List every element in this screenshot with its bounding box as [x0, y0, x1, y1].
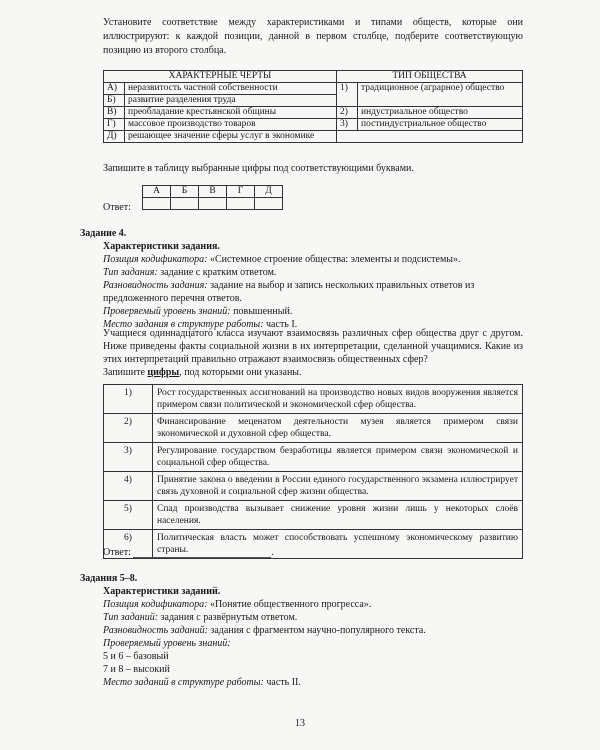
fact-number: 2): [104, 414, 153, 443]
column-header-features: ХАРАКТЕРНЫЕ ЧЕРТЫ: [104, 71, 337, 83]
feature-text: неразвитость частной собственности: [125, 83, 337, 95]
answer-grid-cell[interactable]: [171, 198, 199, 210]
matching-table: [103, 70, 523, 143]
char-title: Характеристики задания.: [103, 241, 220, 252]
empty-cell: [337, 131, 523, 143]
fact-text: Рост государственных ассигнований на производство новых видов вооружения является примером связи политической и экономической сфер общества.: [153, 385, 523, 414]
answer-grid-letter: Д: [255, 186, 283, 198]
answer-period: .: [271, 547, 274, 558]
answer-grid-cell[interactable]: [255, 198, 283, 210]
answer-blank-line[interactable]: [133, 547, 271, 558]
char-variety: Разновидность задания: задание на выбор и запись нескольких правильных ответов из предложенного перечня ответов.: [103, 280, 475, 304]
task-4-question: [103, 327, 523, 379]
fact-number: 3): [104, 443, 153, 472]
answer-label: Ответ:: [103, 547, 131, 558]
feature-letter: В): [104, 107, 125, 119]
question-text: Учащиеся одиннадцатого класса изучают взаимосвязь различных сфер общества друг с другом. Ниже приведены факты социальной жизни в их интерпретации, сделанной учащимися. Какие из этих интерпретаций правильно отражают взаимосвязь общественных сфер?: [103, 328, 523, 365]
feature-letter: Г): [104, 119, 125, 131]
tasks-5-8-title: Задания 5–8.: [80, 573, 138, 584]
fact-number: 5): [104, 501, 153, 530]
task-intro: Установите соответствие между характеристиками и типами обществ, которые они иллюстрируют: к каждой позиции, данной в первом столбце, подберите соответствующую позицию из второго столбца.: [103, 17, 523, 56]
fact-text: Финансирование меценатом деятельности музея является примером связи экономической и духовной сфер общества.: [153, 414, 523, 443]
feature-text: решающее значение сферы услуг в экономике: [125, 131, 337, 143]
fact-text: Регулирование государством безработицы является примером связи экономической и социальной сфер общества.: [153, 443, 523, 472]
answer-label: Ответ:: [103, 202, 131, 213]
answer-grid-cell[interactable]: [199, 198, 227, 210]
type-number: 2): [337, 107, 358, 119]
feature-letter: Б): [104, 95, 125, 107]
answer-grid-cell[interactable]: [143, 198, 171, 210]
page-number: 13: [295, 718, 305, 729]
answer-grid-letter: Б: [171, 186, 199, 198]
answer-line-row: [103, 547, 274, 558]
char-title: Характеристики заданий.: [103, 586, 221, 597]
tasks-5-8-characteristics: [103, 585, 523, 689]
write-digits-instruction: Запишите цифры, под которыми они указаны.: [103, 367, 302, 378]
char-level-basic: 5 и 6 – базовый: [103, 651, 169, 662]
fact-text: Спад производства вызывает снижение уровня жизни лишь у некоторых слоёв населения.: [153, 501, 523, 530]
answer-grid: [142, 185, 283, 210]
feature-letter: Д): [104, 131, 125, 143]
table-row: [104, 443, 523, 472]
char-position: Позиция кодификатора: «Понятие общественного прогресса».: [103, 599, 372, 610]
type-text: индустриальное общество: [358, 107, 523, 119]
facts-table: [103, 384, 523, 559]
char-level-label: Проверяемый уровень знаний:: [103, 638, 231, 649]
char-level-high: 7 и 8 – высокий: [103, 664, 170, 675]
table-row: [104, 414, 523, 443]
type-text: традиционное (аграрное) общество: [358, 83, 523, 107]
char-type: Тип задания: задание с кратким ответом.: [103, 267, 277, 278]
table-row: [104, 501, 523, 530]
feature-text: массовое производство товаров: [125, 119, 337, 131]
type-text: постиндустриальное общество: [358, 119, 523, 131]
answer-grid-cell[interactable]: [227, 198, 255, 210]
table-row: [104, 385, 523, 414]
char-level: Проверяемый уровень знаний: повышенный.: [103, 306, 293, 317]
fact-text: Принятие закона о введении в России единого государственного экзамена иллюстрирует связь духовной и социальной сфер жизни общества.: [153, 472, 523, 501]
task-4-title: Задание 4.: [80, 228, 127, 239]
type-number: 1): [337, 83, 358, 107]
feature-text: развитие разделения труда: [125, 95, 337, 107]
column-header-society-type: ТИП ОБЩЕСТВА: [337, 71, 523, 83]
table-row: [104, 472, 523, 501]
char-position: Позиция кодификатора: «Системное строение общества: элементы и подсистемы».: [103, 254, 461, 265]
write-instruction: Запишите в таблицу выбранные цифры под соответствующими буквами.: [103, 163, 414, 174]
answer-grid-letter: Г: [227, 186, 255, 198]
type-number: 3): [337, 119, 358, 131]
fact-number: 6): [104, 530, 153, 559]
char-place: Место задания в структуре работы: часть I.: [103, 319, 298, 330]
feature-letter: А): [104, 83, 125, 95]
char-place: Место заданий в структуре работы: часть II.: [103, 677, 301, 688]
fact-number: 1): [104, 385, 153, 414]
task-4-characteristics: [103, 240, 523, 331]
fact-number: 4): [104, 472, 153, 501]
char-type: Тип заданий: задания с развёрнутым ответом.: [103, 612, 298, 623]
char-variety: Разновидность заданий: задания с фрагментом научно-популярного текста.: [103, 625, 426, 636]
feature-text: преобладание крестьянской общины: [125, 107, 337, 119]
answer-grid-letter: В: [199, 186, 227, 198]
answer-grid-letter: А: [143, 186, 171, 198]
fact-text: Политическая власть может способствовать успешному экономическому развитию страны.: [153, 530, 523, 559]
